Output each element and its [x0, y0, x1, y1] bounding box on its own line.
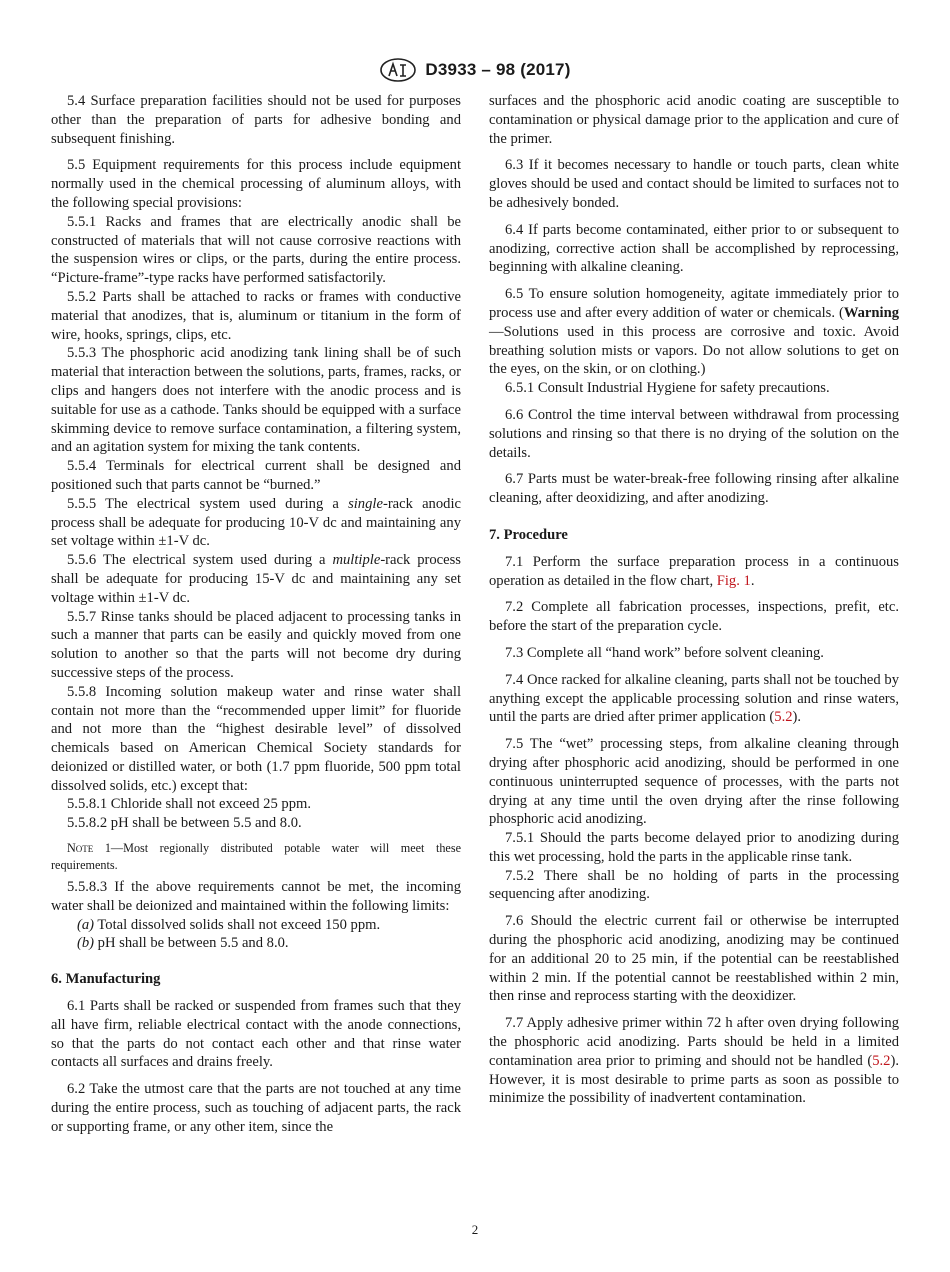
figure-1-link[interactable]: Fig. 1: [716, 572, 751, 589]
page-number: 2: [471, 1222, 479, 1237]
paragraph-7-2: 7.2 Complete all fabrication processes, inspections, prefit, etc. before the start of the preparation cycle.: [489, 599, 899, 635]
paragraph-6-2: 6.2 Take the utmost care that the parts are not touched at any time during the entire process, such as touching of adjacent parts, the rack or supporting frame, or any other item, since the: [51, 1081, 461, 1135]
paragraph-5-5-1: 5.5.1 Racks and frames that are electrically anodic shall be constructed of materials that will not cause corrosive reactions with the suspension wires or clips, or the parts, during the entire process. “Picture-frame”-type racks have performed satisfactorily.: [51, 213, 461, 287]
paragraph-6-5: 6.5 To ensure solution homogeneity, agitate immediately prior to process use and after every addition of water or chemicals. (Warning—Solutions used in this process are corrosive and toxic. Avoid breathing solution mists or vapors. Do not allow solutions to get on the eyes, on the skin, or on clothing.): [489, 286, 899, 378]
paragraph-7-5-1: 7.5.1 Should the parts become delayed prior to anodizing during this wet processing, hold the parts in the applicable rinse tank.: [489, 830, 899, 865]
paragraph-7-5: 7.5 The “wet” processing steps, from alkaline cleaning through drying after phosphoric acid anodizing, should be performed in one continuous uninterrupted sequence of processes, with the parts not drying at any time until the oven drying after the rinse following phosphoric acid anodizing.: [489, 736, 899, 828]
paragraph-5-4: 5.4 Surface preparation facilities should not be used for purposes other than the preparation of parts for adhesive bonding and subsequent finishing.: [51, 93, 461, 147]
paragraph-5-5-4: 5.5.4 Terminals for electrical current shall be designed and positioned such that parts cannot be “burned.”: [51, 458, 461, 493]
paragraph-7-7: 7.7 Apply adhesive primer within 72 h after oven drying following the phosphoric acid anodizing. Parts should be held in a limited contamination area prior to priming and should not be handled (5.2). However, it is most desirable to prime parts as soon as possible to minimize the possibility of inadvertent contamination.: [489, 1015, 899, 1107]
paragraph-5-5-2: 5.5.2 Parts shall be attached to racks or frames with conductive material that anodizes, that is, aluminum or titanium in the form of wire, hooks, springs, clips, etc.: [51, 288, 461, 343]
paragraph-7-1: 7.1 Perform the surface preparation process in a continuous operation as detailed in the flow chart, Fig. 1.: [489, 553, 899, 589]
warning-label: Warning: [843, 304, 899, 321]
paragraph-6-7: 6.7 Parts must be water-break-free following rinsing after alkaline cleaning, after deoxidizing, and after anodizing.: [489, 471, 899, 507]
list-item-a: (a) Total dissolved solids shall not exceed 150 ppm.: [77, 916, 381, 933]
page-header: [0, 58, 950, 82]
paragraph-5-5-8-1: 5.5.8.1 Chloride shall not exceed 25 ppm.: [67, 796, 311, 813]
paragraph-5-5-7: 5.5.7 Rinse tanks should be placed adjacent to processing tanks in such a manner that parts can be easily and quickly moved from one solution to another so that the parts will not become dry during successive steps of the process.: [51, 608, 461, 681]
paragraph-5-5-3: 5.5.3 The phosphoric acid anodizing tank lining shall be of such material that interaction between the solutions, parts, frames, racks, or clips and hangers does not interfere with the anodic process and is suitable for use as a cathode. Tanks should be equipped with a surface skimming device to remove surface contamination, a filtering system, and an agitation system for mixing the tank contents.: [51, 345, 461, 456]
paragraph-6-2-continued: surfaces and the phosphoric acid anodic coating are susceptible to contamination or physical damage prior to the application and cure of the primer.: [489, 93, 899, 147]
paragraph-6-5-1: 6.5.1 Consult Industrial Hygiene for safety precautions.: [505, 380, 830, 397]
paragraph-5-5: 5.5 Equipment requirements for this process include equipment normally used in the chemical processing of aluminum alloys, with the following special provisions:: [51, 157, 461, 211]
list-item-b: (b) pH shall be between 5.5 and 8.0.: [77, 935, 289, 952]
paragraph-6-3: 6.3 If it becomes necessary to handle or touch parts, clean white gloves should be used and contact should be limited to surfaces not to be adhesively bonded.: [489, 157, 899, 211]
standard-designation: D3933 – 98 (2017): [425, 60, 571, 79]
paragraph-6-6: 6.6 Control the time interval between withdrawal from processing solutions and rinsing so that there is no drying of the solution on the details.: [489, 406, 899, 461]
note-1: Note 1—Most regionally distributed potable water will meet these requirements.: [51, 841, 461, 872]
section-5-2-link[interactable]: 5.2: [774, 709, 793, 726]
paragraph-7-6: 7.6 Should the electric current fail or otherwise be interrupted during the phosphoric acid anodizing, anodizing may be continued for an additional 20 to 25 min, if the potential can be reestablished within 2 min. If the potential cannot be reestablished within 2 min, then rinse and reprocess starting with the deoxidizer.: [489, 913, 899, 1005]
paragraph-7-4: 7.4 Once racked for alkaline cleaning, parts shall not be touched by anything except the applicable processing solution and rinse waters, until the parts are dried after primer application (5.2).: [489, 671, 899, 726]
paragraph-5-5-8-3: 5.5.8.3 If the above requirements cannot be met, the incoming water shall be deionized and maintained within the following limits:: [51, 879, 461, 914]
section-heading-6: 6. Manufacturing: [51, 971, 161, 988]
paragraph-7-3: 7.3 Complete all “hand work” before solvent cleaning.: [505, 644, 824, 661]
paragraph-5-5-8: 5.5.8 Incoming solution makeup water and rinse water shall contain not more than the “recommended upper limit” for fluoride and not more than the “highest desirable level” of dissolved chemicals based on American Chemical Society standards for deionized or distilled water, or both (1.7 ppm fluoride, 500 ppm total dissolved solids, etc.) except that:: [51, 683, 461, 794]
paragraph-5-5-8-2: 5.5.8.2 pH shall be between 5.5 and 8.0.: [67, 815, 302, 832]
section-5-2-link[interactable]: 5.2: [872, 1052, 891, 1069]
left-column: [51, 92, 461, 1137]
astm-logo-icon: [379, 58, 417, 82]
paragraph-5-5-5: 5.5.5 The electrical system used during a single-rack anodic process shall be adequate for producing 10-V dc and maintaining any set voltage within ±1-V dc.: [51, 495, 461, 550]
paragraph-7-5-2: 7.5.2 There shall be no holding of parts in the processing sequencing after anodizing.: [489, 867, 899, 903]
paragraph-6-4: 6.4 If parts become contaminated, either prior to or subsequent to anodizing, corrective action shall be accomplished by reprocessing, beginning with alkaline cleaning.: [489, 221, 899, 276]
right-column: [489, 92, 899, 1108]
paragraph-6-1: 6.1 Parts shall be racked or suspended from frames such that they all have firm, reliable electrical contact with the anode connections, so that the parts do not contact each other and that rinse water contacts all surfaces and drains freely.: [51, 998, 461, 1071]
paragraph-5-5-6: 5.5.6 The electrical system used during a multiple-rack process shall be adequate for producing 15-V dc and maintaining any set voltage within ±1-V dc.: [51, 552, 461, 606]
section-heading-7: 7. Procedure: [489, 526, 568, 543]
